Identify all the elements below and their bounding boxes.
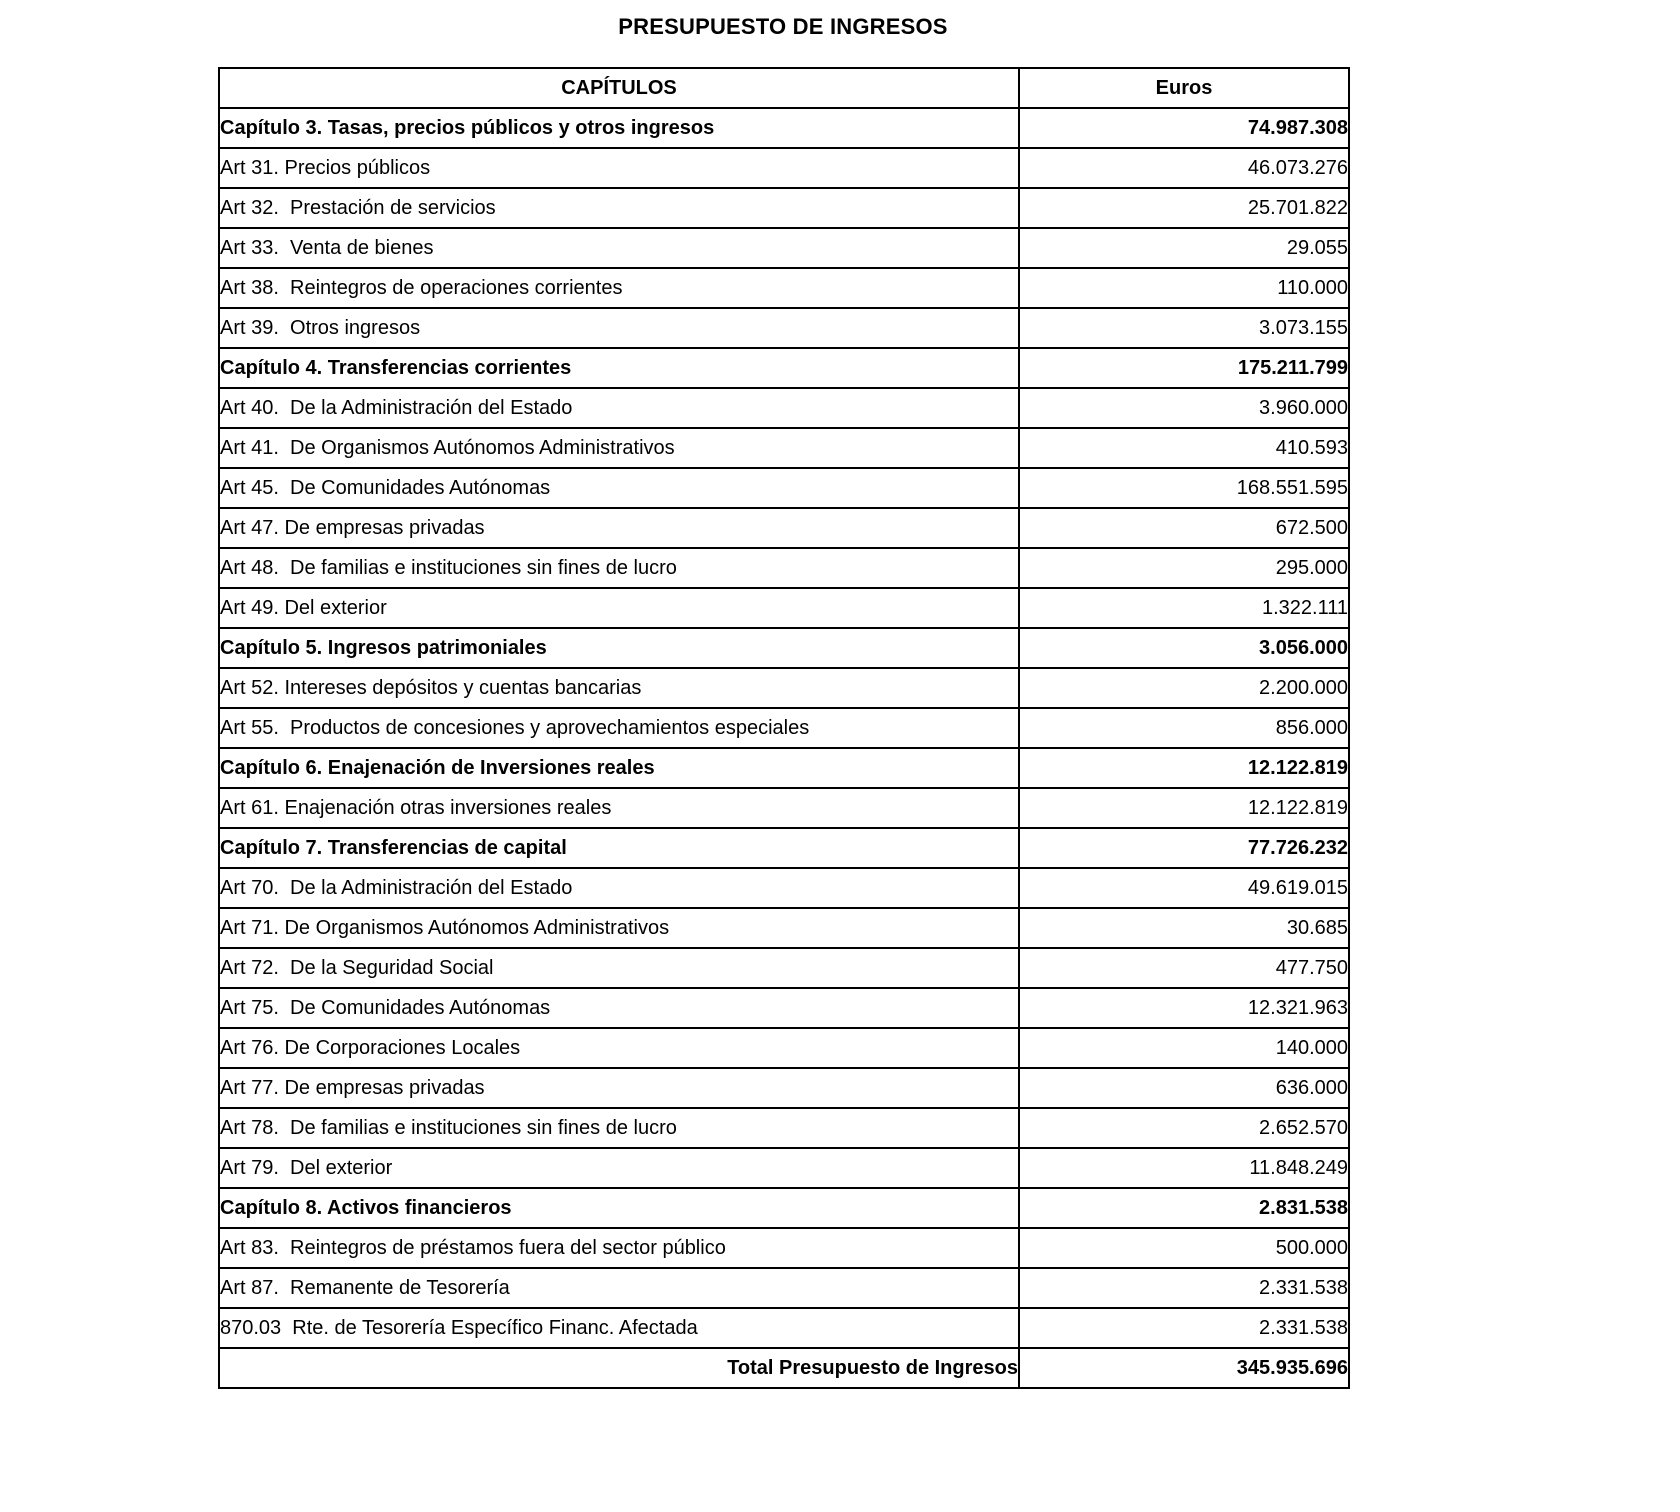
row-label: Art 75. De Comunidades Autónomas [219, 988, 1019, 1028]
column-header-euros: Euros [1019, 68, 1349, 108]
table-row [219, 1268, 1349, 1308]
total-label: Total Presupuesto de Ingresos [219, 1348, 1019, 1388]
table-row [219, 588, 1349, 628]
row-value: 49.619.015 [1019, 868, 1349, 908]
row-value: 29.055 [1019, 228, 1349, 268]
row-value: 410.593 [1019, 428, 1349, 468]
table-row [219, 1188, 1349, 1228]
row-label: Art 48. De familias e instituciones sin fines de lucro [219, 548, 1019, 588]
row-value: 3.960.000 [1019, 388, 1349, 428]
table-row [219, 508, 1349, 548]
row-value: 2.831.538 [1019, 1188, 1349, 1228]
row-label: Art 52. Intereses depósitos y cuentas bancarias [219, 668, 1019, 708]
row-value: 110.000 [1019, 268, 1349, 308]
row-label: Art 32. Prestación de servicios [219, 188, 1019, 228]
table-row [219, 708, 1349, 748]
row-value: 636.000 [1019, 1068, 1349, 1108]
table-row [219, 1308, 1349, 1348]
row-label: Art 33. Venta de bienes [219, 228, 1019, 268]
row-value: 30.685 [1019, 908, 1349, 948]
table-row [219, 268, 1349, 308]
row-value: 477.750 [1019, 948, 1349, 988]
row-value: 25.701.822 [1019, 188, 1349, 228]
row-label: Art 83. Reintegros de préstamos fuera del sector público [219, 1228, 1019, 1268]
row-value: 77.726.232 [1019, 828, 1349, 868]
row-label: Art 77. De empresas privadas [219, 1068, 1019, 1108]
table-row [219, 348, 1349, 388]
total-row [219, 1348, 1349, 1388]
budget-table [218, 67, 1350, 1389]
row-label: Art 38. Reintegros de operaciones corrientes [219, 268, 1019, 308]
table-row [219, 948, 1349, 988]
row-value: 12.321.963 [1019, 988, 1349, 1028]
row-value: 856.000 [1019, 708, 1349, 748]
row-label: Art 39. Otros ingresos [219, 308, 1019, 348]
row-label: Art 45. De Comunidades Autónomas [219, 468, 1019, 508]
total-value: 345.935.696 [1019, 1348, 1349, 1388]
table-row [219, 788, 1349, 828]
row-label: Art 71. De Organismos Autónomos Administrativos [219, 908, 1019, 948]
row-label: Art 72. De la Seguridad Social [219, 948, 1019, 988]
table-row [219, 548, 1349, 588]
table-row [219, 988, 1349, 1028]
table-row [219, 1228, 1349, 1268]
row-value: 168.551.595 [1019, 468, 1349, 508]
row-label: Art 31. Precios públicos [219, 148, 1019, 188]
table-row [219, 108, 1349, 148]
row-value: 140.000 [1019, 1028, 1349, 1068]
table-row [219, 148, 1349, 188]
row-value: 46.073.276 [1019, 148, 1349, 188]
table-row [219, 668, 1349, 708]
table-row [219, 748, 1349, 788]
row-label: Art 47. De empresas privadas [219, 508, 1019, 548]
row-value: 12.122.819 [1019, 788, 1349, 828]
row-value: 12.122.819 [1019, 748, 1349, 788]
row-label: Capítulo 3. Tasas, precios públicos y otros ingresos [219, 108, 1019, 148]
row-label: Art 76. De Corporaciones Locales [219, 1028, 1019, 1068]
budget-document [218, 0, 1348, 1389]
row-value: 11.848.249 [1019, 1148, 1349, 1188]
row-label: Art 87. Remanente de Tesorería [219, 1268, 1019, 1308]
row-value: 2.652.570 [1019, 1108, 1349, 1148]
table-row [219, 1068, 1349, 1108]
row-label: Capítulo 5. Ingresos patrimoniales [219, 628, 1019, 668]
row-value: 3.056.000 [1019, 628, 1349, 668]
row-value: 295.000 [1019, 548, 1349, 588]
table-row [219, 188, 1349, 228]
row-label: 870.03 Rte. de Tesorería Específico Financ. Afectada [219, 1308, 1019, 1348]
row-value: 1.322.111 [1019, 588, 1349, 628]
row-value: 672.500 [1019, 508, 1349, 548]
table-row [219, 1148, 1349, 1188]
table-row [219, 428, 1349, 468]
page-title: PRESUPUESTO DE INGRESOS [618, 14, 948, 39]
row-label: Art 79. Del exterior [219, 1148, 1019, 1188]
table-header-row [219, 68, 1349, 108]
row-label: Art 61. Enajenación otras inversiones reales [219, 788, 1019, 828]
table-row [219, 628, 1349, 668]
row-label: Art 55. Productos de concesiones y aprovechamientos especiales [219, 708, 1019, 748]
table-row [219, 228, 1349, 268]
table-row [219, 828, 1349, 868]
table-row [219, 1028, 1349, 1068]
row-value: 2.200.000 [1019, 668, 1349, 708]
table-body [219, 108, 1349, 1348]
row-label: Art 70. De la Administración del Estado [219, 868, 1019, 908]
row-value: 2.331.538 [1019, 1308, 1349, 1348]
row-value: 500.000 [1019, 1228, 1349, 1268]
row-label: Art 41. De Organismos Autónomos Administrativos [219, 428, 1019, 468]
row-label: Capítulo 8. Activos financieros [219, 1188, 1019, 1228]
row-label: Capítulo 6. Enajenación de Inversiones reales [219, 748, 1019, 788]
row-label: Art 49. Del exterior [219, 588, 1019, 628]
table-row [219, 468, 1349, 508]
table-row [219, 388, 1349, 428]
row-value: 74.987.308 [1019, 108, 1349, 148]
table-row [219, 868, 1349, 908]
row-value: 2.331.538 [1019, 1268, 1349, 1308]
table-row [219, 1108, 1349, 1148]
row-label: Capítulo 7. Transferencias de capital [219, 828, 1019, 868]
row-value: 3.073.155 [1019, 308, 1349, 348]
table-row [219, 308, 1349, 348]
row-value: 175.211.799 [1019, 348, 1349, 388]
row-label: Art 40. De la Administración del Estado [219, 388, 1019, 428]
column-header-capitulos: CAPÍTULOS [219, 68, 1019, 108]
table-row [219, 908, 1349, 948]
row-label: Capítulo 4. Transferencias corrientes [219, 348, 1019, 388]
row-label: Art 78. De familias e instituciones sin fines de lucro [219, 1108, 1019, 1148]
